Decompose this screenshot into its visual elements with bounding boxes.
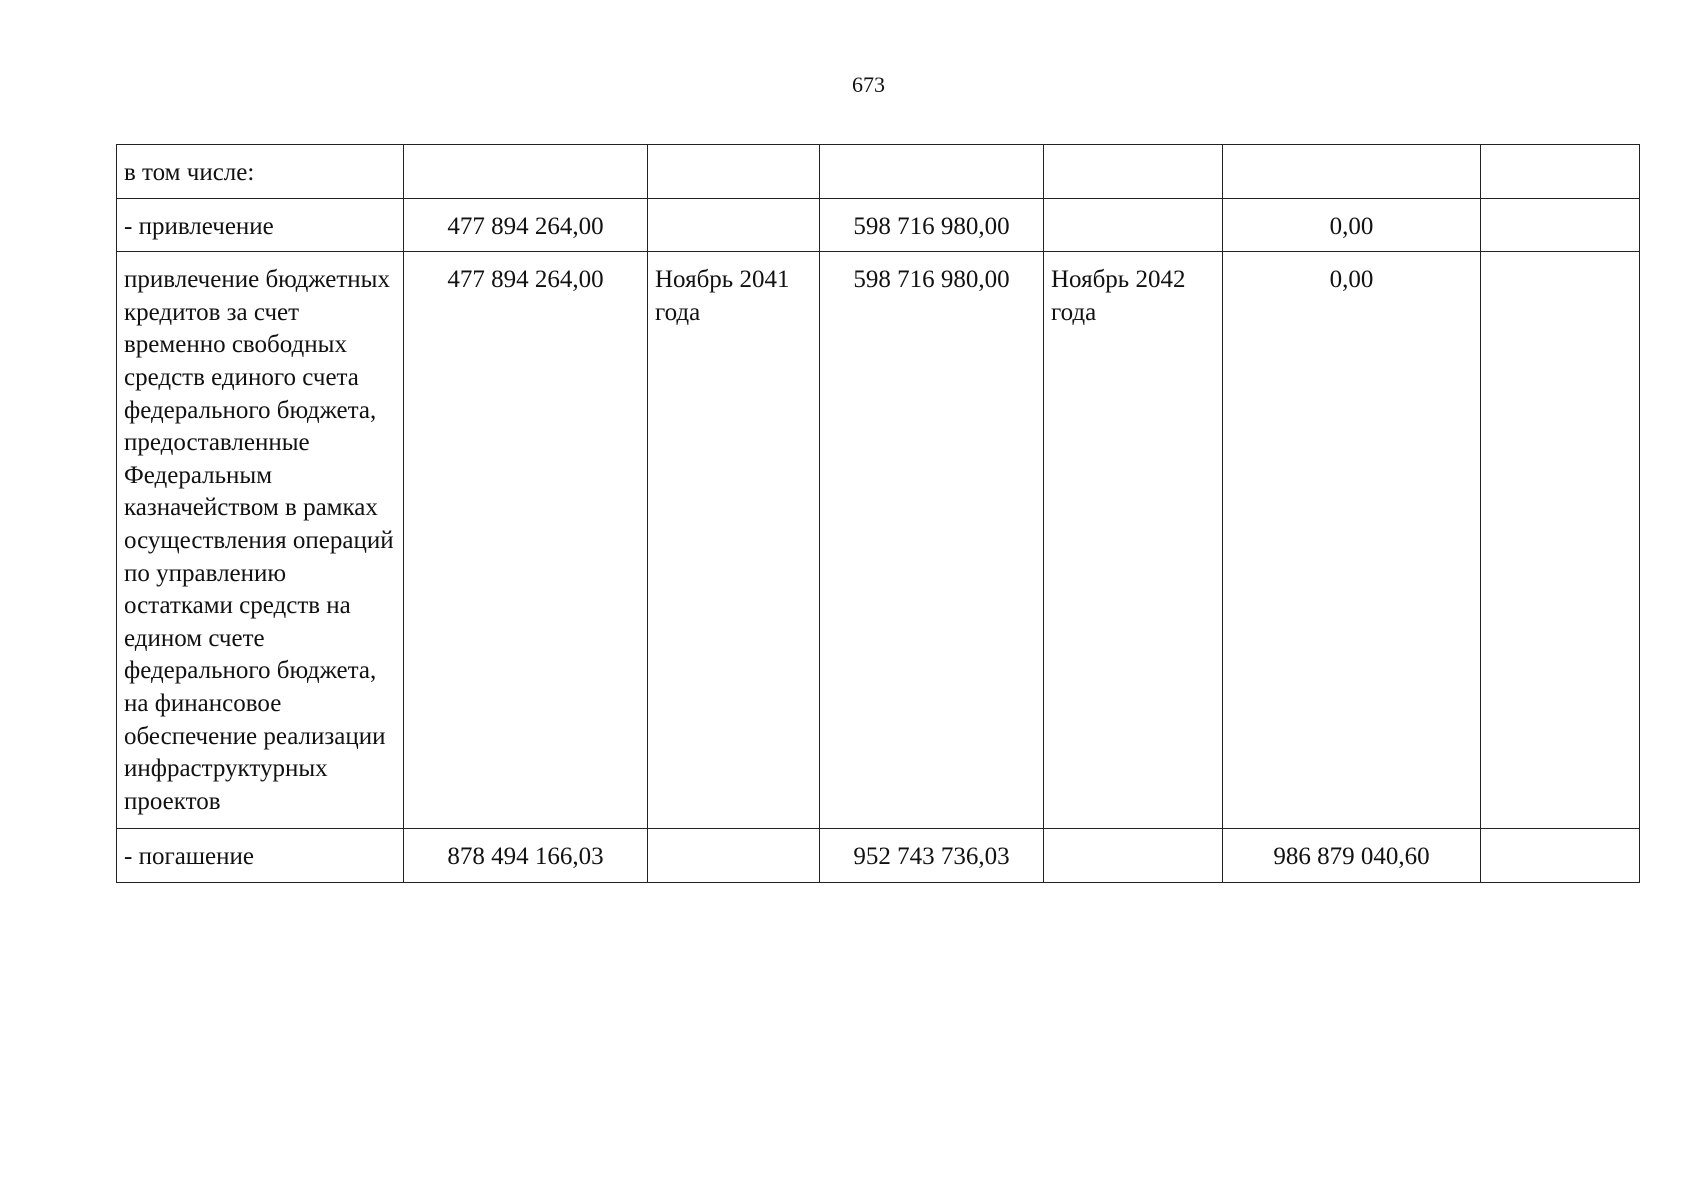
amount-cell-3: 0,00 <box>1223 198 1481 252</box>
amount-cell-2: 598 716 980,00 <box>820 252 1044 829</box>
amount-cell-1: 477 894 264,00 <box>404 252 648 829</box>
date-cell-1: Ноябрь 2041 года <box>648 252 820 829</box>
date-cell-1 <box>648 198 820 252</box>
date-cell-1 <box>648 829 820 883</box>
row-label: - погашение <box>117 829 404 883</box>
date-cell-2 <box>1044 829 1223 883</box>
table-row-attraction <box>117 198 1640 252</box>
amount-cell-2: 598 716 980,00 <box>820 198 1044 252</box>
amount-cell-1: 878 494 166,03 <box>404 829 648 883</box>
amount-cell-3: 986 879 040,60 <box>1223 829 1481 883</box>
row-label: - привлечение <box>117 198 404 252</box>
amount-cell-3 <box>1223 145 1481 199</box>
row-label: привлечение бюджетных кредитов за счет временно свободных средств единого счета федерального бюджета, предоставленные Федеральным казначейством в рамках осуществления операций по управлению остатками средств на едином счете федерального бюджета, на финансовое обеспечение реализации инфраструктурных проектов <box>117 252 404 829</box>
table-row-budget-credits <box>117 252 1640 829</box>
budget-table <box>116 144 1640 883</box>
page-number: 673 <box>852 72 885 97</box>
extra-cell <box>1481 198 1640 252</box>
date-cell-2 <box>1044 198 1223 252</box>
amount-cell-3: 0,00 <box>1223 252 1481 829</box>
date-cell-2: Ноябрь 2042 года <box>1044 252 1223 829</box>
amount-cell-2 <box>820 145 1044 199</box>
table-row-repayment <box>117 829 1640 883</box>
amount-cell-1 <box>404 145 648 199</box>
table-row-including <box>117 145 1640 199</box>
date-cell-1 <box>648 145 820 199</box>
extra-cell <box>1481 145 1640 199</box>
amount-cell-2: 952 743 736,03 <box>820 829 1044 883</box>
date-cell-2 <box>1044 145 1223 199</box>
extra-cell <box>1481 829 1640 883</box>
extra-cell <box>1481 252 1640 829</box>
amount-cell-1: 477 894 264,00 <box>404 198 648 252</box>
row-label: в том числе: <box>117 145 404 199</box>
